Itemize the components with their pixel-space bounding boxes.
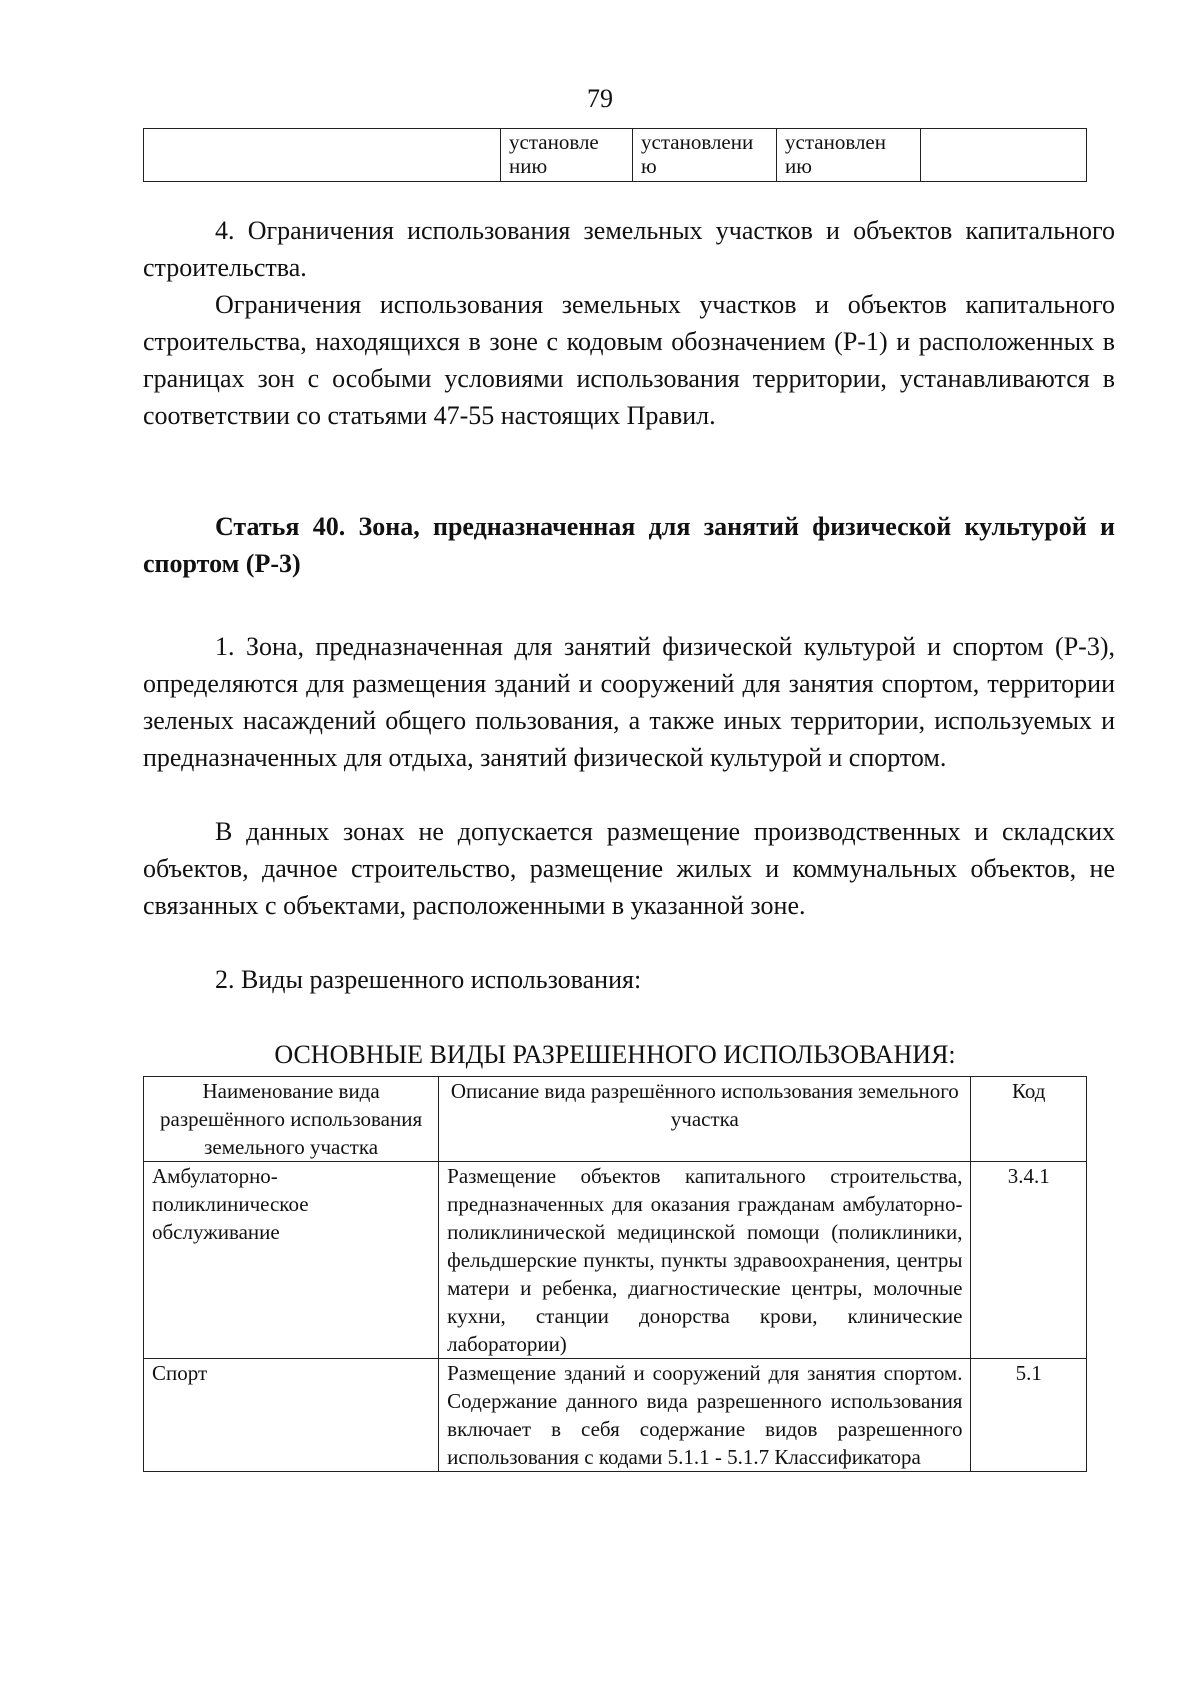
header-description: Описание вида разрешённого использования земельного участка [439,1077,971,1162]
table-caption: ОСНОВНЫЕ ВИДЫ РАЗРЕШЕННОГО ИСПОЛЬЗОВАНИЯ: [274,1040,956,1069]
table-row [144,129,1087,182]
article-title: Статья 40. Зона, предназначенная для занятий физической культурой и спортом (Р-3) [143,512,1115,578]
row-description: Размещение объектов капитального строительства, предназначенных для оказания гражданам амбулаторно-поликлинической медицинской помощи (поликлиники, фельдшерские пункты, пункты здравоохранения, центры матери и ребенка, диагностические центры, молочные кухни, станции донорства крови, клинические лаборатории) [439,1162,971,1359]
article-paragraph-3: 2. Виды разрешенного использования: [215,965,642,994]
table-cell [921,129,1087,182]
table-header-row [144,1077,1087,1162]
continuation-table [143,128,1087,182]
article-paragraph-1: 1. Зона, предназначенная для занятий физической культурой и спортом (Р-3), определяются для размещения зданий и сооружений для занятия спортом, территории зеленых насаждений общего пользования, а также иных территории, используемых и предназначенных для отдыха, занятий физической культурой и спортом. [143,632,1115,772]
section-4-heading: 4. Ограничения использования земельных участков и объектов капитального строительства. [143,216,1115,282]
row-description: Размещение зданий и сооружений для занятия спортом. Содержание данного вида разрешенного использования включает в себя содержание видов разрешенного использования с кодами 5.1.1 - 5.1.7 Классификатора [439,1359,971,1472]
table-row [144,1359,1087,1472]
header-code: Код [971,1077,1087,1162]
row-code: 5.1 [971,1359,1087,1472]
row-name: Спорт [144,1359,439,1472]
article-paragraph-2: В данных зонах не допускается размещение производственных и складских объектов, дачное строительство, размещение жилых и коммунальных объектов, не связанных с объектами, расположенными в указанной зоне. [143,817,1115,920]
permitted-use-table [143,1076,1087,1472]
table-cell: установлени ю [633,129,777,182]
table-cell: установлен ию [777,129,921,182]
section-4-text: Ограничения использования земельных участков и объектов капитального строительства, находящихся в зоне с кодовым обозначением (Р-1) и расположенных в границах зон с особыми условиями использования территории, устанавливаются в соответствии со статьями 47-55 настоящих Правил. [143,290,1115,430]
header-name: Наименование вида разрешённого использования земельного участка [144,1077,439,1162]
row-code: 3.4.1 [971,1162,1087,1359]
row-name: Амбулаторно-поликлиническое обслуживание [144,1162,439,1359]
table-cell: установле нию [501,129,633,182]
table-row [144,1162,1087,1359]
page-number: 79 [587,84,613,113]
table-cell [144,129,501,182]
